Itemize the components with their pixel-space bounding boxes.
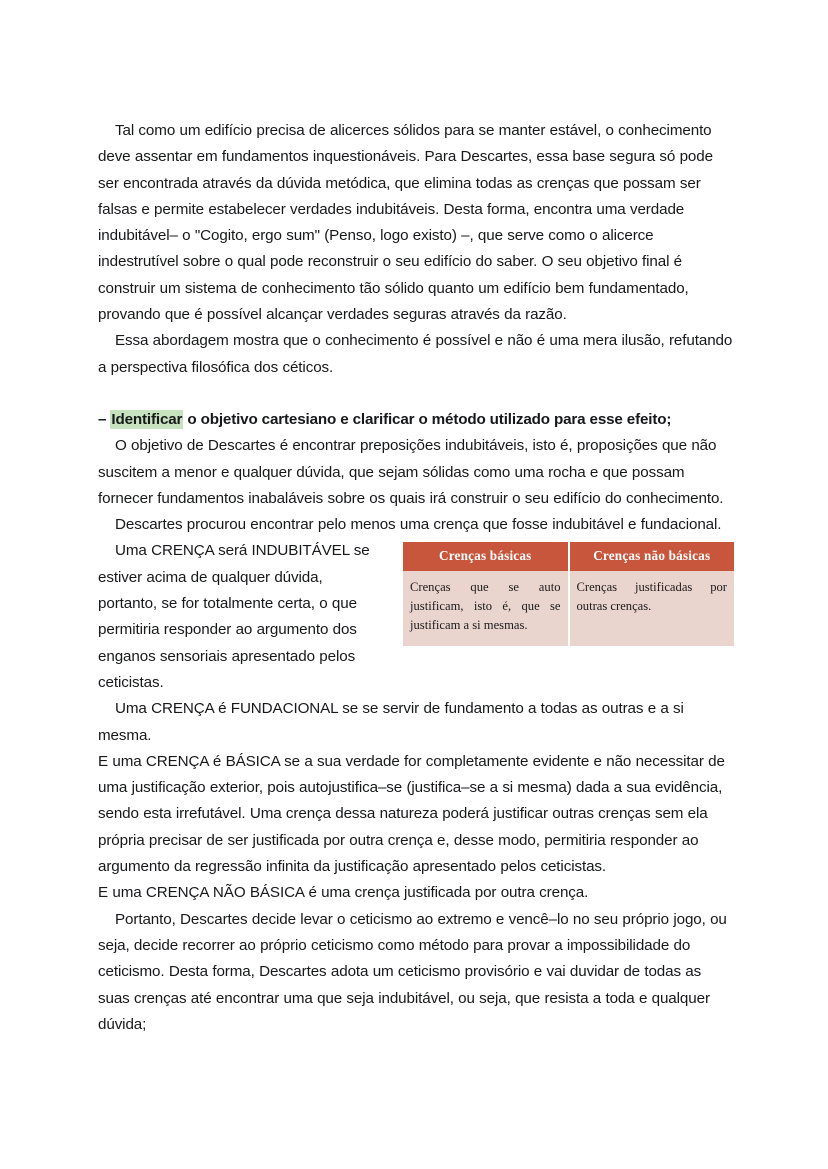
beliefs-table-body [403, 571, 734, 646]
paragraph-spacer [98, 381, 734, 407]
document-content [98, 118, 734, 1038]
section-heading [98, 407, 734, 433]
paragraph-4: Descartes procurou encontrar pelo menos uma crença que fosse indubitável e fundacional. [115, 516, 722, 534]
beliefs-table-header-row [403, 542, 734, 571]
paragraph-8: E uma CRENÇA NÃO BÁSICA é uma crença justificada por outra crença. [98, 884, 589, 902]
paragraph-7: E uma CRENÇA é BÁSICA se a sua verdade for completamente evidente e não necessitar de uma justificação exterior, pois autojustifica–se (justifica–se a si mesma) dada a sua evidência, sendo esta irrefutável. Uma crença dessa natureza poderá justificar outras crenças sem ela própria precisar de ser justificada por outra crença e, desse modo, permitiria responder ao argumento da regressão infinita da justificação apresentado pelos ceticistas. [98, 752, 725, 876]
paragraph-1: Tal como um edifício precisa de alicerces sólidos para se manter estável, o conhecimento deve assentar em fundamentos inquestionáveis. Para Descartes, essa base segura só pode ser encontrada através da dúvida metódica, que elimina todas as crenças que possam ser falsas e permite estabelecer verdades indubitáveis. Desta forma, encontra uma verdade indubitável– o "Cogito, ergo sum" (Penso, logo existo) –, que serve como o alicerce indestrutível sobre o qual pode reconstruir o seu edifício do saber. O seu objetivo final é construir um sistema de conhecimento tão sólido quanto um edifício bem fundamentado, provando que é possível alcançar verdades seguras através da razão. [98, 122, 713, 324]
paragraph-6: Uma CRENÇA é FUNDACIONAL se se servir de fundamento a todas as outras e a si mesma. [98, 700, 684, 744]
beliefs-table-cell-basic: Crenças que se auto justificam, isto é, que se justificam a si mesmas. [403, 571, 569, 646]
heading-rest-text: o objetivo cartesiano e clarificar o método utilizado para esse efeito; [183, 410, 672, 428]
paragraph-3: O objetivo de Descartes é encontrar preposições indubitáveis, isto é, proposições que não suscitem a menor e qualquer dúvida, que sejam sólidas como uma rocha e que possam fornecer fundamentos inabaláveis sobre os quais irá construir o seu edifício do conhecimento. [98, 437, 724, 507]
beliefs-table-head [403, 542, 734, 571]
paragraph-5: Uma CRENÇA será INDUBITÁVEL se estiver acima de qualquer dúvida, portanto, se for totalmente certa, o que permitiria responder ao argumento dos enganos sensoriais apresentado pelos ceticistas. [98, 542, 370, 691]
table-row [403, 571, 734, 646]
beliefs-table-header-basic: Crenças básicas [403, 542, 569, 571]
beliefs-table [403, 542, 734, 646]
paragraph-9: Portanto, Descartes decide levar o ceticismo ao extremo e vencê–lo no seu próprio jogo, ou seja, decide recorrer ao próprio ceticismo como método para provar a impossibilidade do ceticismo. Desta forma, Descartes adota um ceticismo provisório e vai duvidar de todas as suas crenças até encontrar uma que seja indubitável, ou seja, que resista a toda e qualquer dúvida; [98, 910, 727, 1033]
paragraph-2: Essa abordagem mostra que o conhecimento é possível e não é uma mera ilusão, refutando a perspectiva filosófica dos céticos. [98, 332, 733, 376]
table-flow-block [98, 538, 734, 696]
beliefs-table-header-nonbasic: Crenças não básicas [569, 542, 735, 571]
beliefs-table-cell-nonbasic: Crenças justificadas por outras crenças. [569, 571, 735, 646]
heading-highlighted-word: Identificar [111, 410, 183, 428]
heading-dash: – [98, 410, 107, 428]
